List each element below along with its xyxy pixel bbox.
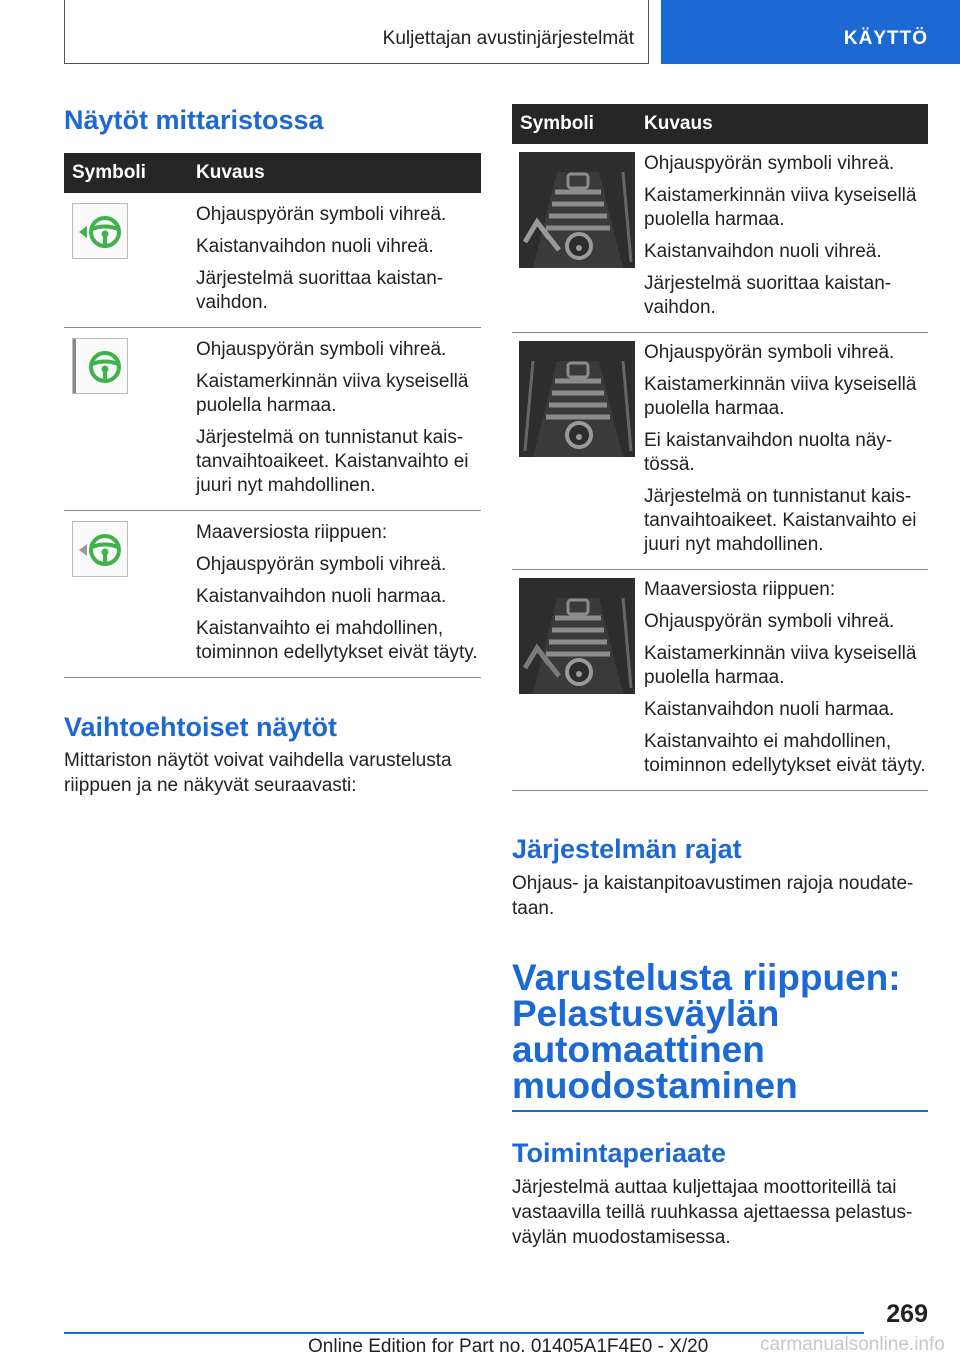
description-line: Ohjauspyörän symboli vihreä. xyxy=(196,204,447,225)
description-line: Kaistamerkinnän viiva kyseisellä puolella harmaa. xyxy=(644,185,917,230)
lane-change-display-no-arrow-icon xyxy=(519,341,635,457)
description-cell xyxy=(636,578,928,778)
symbol-cell xyxy=(64,338,188,498)
symbol-cell xyxy=(512,152,636,320)
header-symbol: Symboli xyxy=(520,113,594,134)
description-line: Järjestelmä suorittaa kaistan-vaihdon. xyxy=(644,273,892,318)
alternative-displays-heading: Vaihtoehtoiset näytöt xyxy=(64,712,338,742)
alternative-displays-text: Mittariston näytöt voivat vaihdella varustelusta riippuen ja ne näkyvät seuraavasti: xyxy=(64,750,452,796)
description-line: Ohjauspyörän symboli vihreä. xyxy=(196,339,447,360)
left-symbol-table xyxy=(64,153,481,678)
symbol-cell xyxy=(64,521,188,665)
symbol-cell xyxy=(512,578,636,778)
description-line: Järjestelmä suorittaa kaistan-vaihdon. xyxy=(196,268,444,313)
table-row xyxy=(64,193,481,328)
principle-text: Järjestelmä auttaa kuljettajaa moottoriteillä tai vastaavilla teillä ruuhkassa ajettaessa pelastus-väylän muodostamisessa. xyxy=(512,1177,913,1248)
header-symbol: Symboli xyxy=(72,162,146,183)
header-description: Kuvaus xyxy=(644,113,713,134)
table-row xyxy=(512,144,928,333)
header-chapter-tab xyxy=(661,0,960,64)
page-number: 269 xyxy=(886,1300,928,1328)
emergency-corridor-heading: Varustelusta riippuen: Pelastusväylän automaattinen muodostaminen xyxy=(512,957,901,1106)
description-cell xyxy=(188,203,481,315)
description-line: Kaistanvaihto ei mahdollinen, toiminnon edellytykset eivät täyty. xyxy=(644,731,926,776)
symbol-cell xyxy=(64,203,188,315)
description-line: Ohjauspyörän symboli vihreä. xyxy=(196,554,447,575)
description-line: Järjestelmä on tunnistanut kais-tanvaihtoaikeet. Kaistanvaihto ei juuri nyt mahdollinen. xyxy=(196,427,469,496)
system-limits-text: Ohjaus- ja kaistanpitoavustimen rajoja noudate-taan. xyxy=(512,873,914,919)
system-limits-heading: Järjestelmän rajat xyxy=(512,834,742,864)
description-line: Kaistamerkinnän viiva kyseisellä puolella harmaa. xyxy=(644,374,917,419)
description-line: Ohjauspyörän symboli vihreä. xyxy=(644,153,895,174)
table-header xyxy=(512,104,928,144)
table-row xyxy=(512,570,928,791)
description-cell xyxy=(188,338,481,498)
table-row xyxy=(512,333,928,570)
lane-change-display-arrow-green-icon xyxy=(519,152,635,268)
description-line: Kaistanvaihdon nuoli harmaa. xyxy=(196,586,447,607)
description-line: Kaistanvaihto ei mahdollinen, toiminnon edellytykset eivät täyty. xyxy=(196,618,478,663)
description-line: Ohjauspyörän symboli vihreä. xyxy=(644,342,895,363)
description-line: Ei kaistanvaihdon nuolta näy-tössä. xyxy=(644,430,893,475)
displays-heading: Näytöt mittaristossa xyxy=(64,105,324,135)
description-line: Ohjauspyörän symboli vihreä. xyxy=(644,611,895,632)
principle-heading: Toimintaperiaate xyxy=(512,1138,727,1168)
header-chapter-title: KÄYTTÖ xyxy=(843,28,928,49)
heading-divider xyxy=(512,1110,928,1112)
header-section-title: Kuljettajan avustinjärjestelmät xyxy=(382,27,634,49)
lane-change-display-arrow-gray-icon xyxy=(519,578,635,694)
description-line: Kaistamerkinnän viiva kyseisellä puolella harmaa. xyxy=(196,371,469,416)
symbol-cell xyxy=(512,341,636,557)
description-line: Maaversiosta riippuen: xyxy=(196,522,388,543)
table-row xyxy=(64,511,481,678)
footer-edition: Online Edition for Part no. 01405A1F4E0 - X/20 xyxy=(308,1336,709,1357)
description-line: Kaistanvaihdon nuoli vihreä. xyxy=(644,241,882,262)
description-line: Kaistanvaihdon nuoli vihreä. xyxy=(196,236,434,257)
description-cell xyxy=(636,341,928,557)
table-row xyxy=(64,328,481,511)
table-header xyxy=(64,153,481,193)
description-cell xyxy=(188,521,481,665)
description-line: Maaversiosta riippuen: xyxy=(644,579,836,600)
steering-wheel-arrow-green-icon xyxy=(72,203,128,259)
description-line: Kaistamerkinnän viiva kyseisellä puolella harmaa. xyxy=(644,643,917,688)
steering-wheel-gray-lane-icon xyxy=(72,338,128,394)
header-description: Kuvaus xyxy=(196,162,265,183)
steering-wheel-arrow-gray-icon xyxy=(72,521,128,577)
footer-divider xyxy=(64,1332,864,1334)
right-symbol-table xyxy=(512,104,928,791)
description-cell xyxy=(636,152,928,320)
header-section-box xyxy=(64,0,649,64)
description-line: Kaistanvaihdon nuoli harmaa. xyxy=(644,699,895,720)
description-line: Järjestelmä on tunnistanut kais-tanvaihtoaikeet. Kaistanvaihto ei juuri nyt mahdollinen. xyxy=(644,486,917,555)
watermark: carmanualsonline.info xyxy=(760,1334,945,1355)
